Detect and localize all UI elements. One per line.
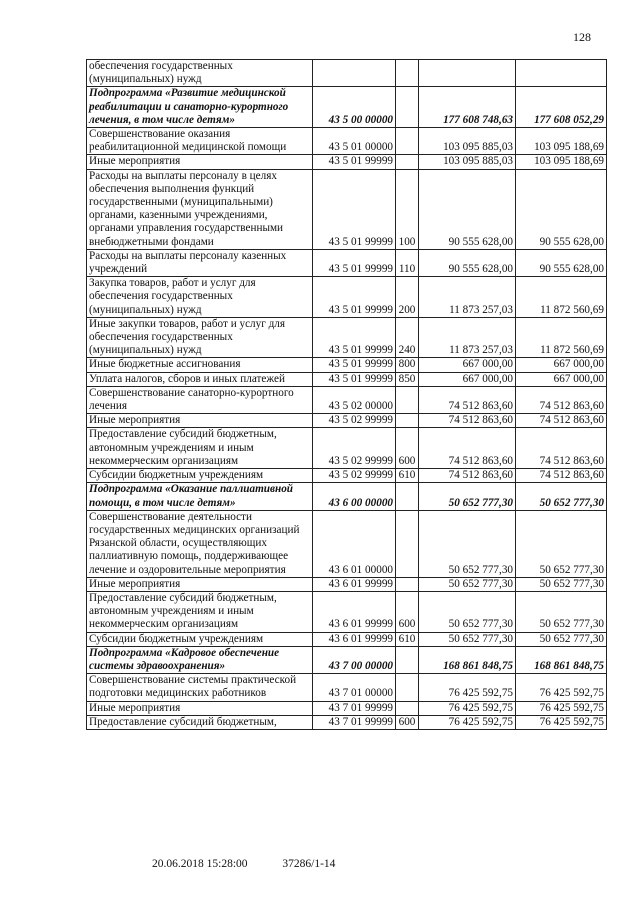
row-target-article-cell: 43 5 02 00000 [313, 386, 396, 413]
row-amount-year1-cell: 11 873 257,03 [419, 317, 516, 358]
row-target-article-cell [313, 60, 396, 87]
row-amount-year2-cell: 74 512 863,60 [516, 428, 607, 469]
row-amount-year1-cell: 50 652 777,30 [419, 483, 516, 510]
row-expense-type-cell [396, 577, 419, 591]
row-target-article-cell: 43 5 01 99999 [313, 249, 396, 276]
row-amount-year1-cell: 76 425 592,75 [419, 715, 516, 729]
table-row [87, 372, 607, 386]
row-amount-year2-cell: 74 512 863,60 [516, 386, 607, 413]
row-target-article-cell: 43 6 00 00000 [313, 483, 396, 510]
row-name-cell: Расходы на выплаты персоналу в целях обеспечения выполнения функций государственными (муниципальными) органами, казенными учреждениями, органами управления государственными внебюджетными фондами [87, 169, 313, 249]
row-amount-year1-cell: 103 095 885,03 [419, 128, 516, 155]
row-expense-type-cell [396, 701, 419, 715]
row-expense-type-cell: 600 [396, 428, 419, 469]
budget-table [86, 59, 607, 730]
row-amount-year2-cell: 667 000,00 [516, 358, 607, 372]
row-amount-year2-cell: 76 425 592,75 [516, 701, 607, 715]
table-row [87, 386, 607, 413]
row-name-cell: Предоставление субсидий бюджетным, автономным учреждениям и иным некоммерческим организациям [87, 591, 313, 632]
page-number: 128 [573, 30, 591, 44]
row-expense-type-cell: 610 [396, 469, 419, 483]
row-name-cell: обеспечения государственных (муниципальных) нужд [87, 60, 313, 87]
footer-timestamp: 20.06.2018 15:28:00 [152, 858, 248, 870]
row-amount-year2-cell: 50 652 777,30 [516, 591, 607, 632]
table-row [87, 277, 607, 318]
subprogram-row [87, 483, 607, 510]
table-row [87, 317, 607, 358]
row-target-article-cell: 43 7 01 99999 [313, 701, 396, 715]
budget-table-body [87, 60, 607, 730]
row-amount-year2-cell: 74 512 863,60 [516, 469, 607, 483]
row-name-cell: Совершенствование системы практической подготовки медицинских работников [87, 674, 313, 701]
table-row [87, 577, 607, 591]
row-expense-type-cell: 110 [396, 249, 419, 276]
row-name-cell: Закупка товаров, работ и услуг для обеспечения государственных (муниципальных) нужд [87, 277, 313, 318]
row-target-article-cell: 43 5 01 99999 [313, 317, 396, 358]
row-target-article-cell: 43 5 00 00000 [313, 87, 396, 128]
table-row [87, 169, 607, 249]
subprogram-row [87, 87, 607, 128]
row-expense-type-cell [396, 483, 419, 510]
row-expense-type-cell: 200 [396, 277, 419, 318]
row-name-cell: Предоставление субсидий бюджетным, [87, 715, 313, 729]
row-amount-year1-cell: 667 000,00 [419, 358, 516, 372]
row-expense-type-cell [396, 414, 419, 428]
row-target-article-cell: 43 7 01 00000 [313, 674, 396, 701]
table-row [87, 155, 607, 169]
row-amount-year1-cell: 90 555 628,00 [419, 249, 516, 276]
row-amount-year1-cell: 50 652 777,30 [419, 510, 516, 577]
row-amount-year2-cell: 76 425 592,75 [516, 715, 607, 729]
row-expense-type-cell: 610 [396, 632, 419, 646]
row-name-cell: Иные бюджетные ассигнования [87, 358, 313, 372]
row-target-article-cell: 43 5 01 99999 [313, 155, 396, 169]
row-expense-type-cell [396, 386, 419, 413]
row-expense-type-cell: 240 [396, 317, 419, 358]
row-target-article-cell: 43 5 02 99999 [313, 469, 396, 483]
row-amount-year2-cell: 90 555 628,00 [516, 249, 607, 276]
row-amount-year2-cell: 168 861 848,75 [516, 646, 607, 673]
row-expense-type-cell [396, 87, 419, 128]
row-amount-year2-cell: 90 555 628,00 [516, 169, 607, 249]
row-amount-year2-cell: 76 425 592,75 [516, 674, 607, 701]
table-row [87, 414, 607, 428]
footer-doc-number: 37286/1-14 [282, 858, 336, 870]
row-target-article-cell: 43 5 01 99999 [313, 277, 396, 318]
subprogram-row [87, 646, 607, 673]
row-amount-year2-cell: 50 652 777,30 [516, 577, 607, 591]
row-amount-year1-cell: 50 652 777,30 [419, 577, 516, 591]
row-amount-year1-cell: 74 512 863,60 [419, 469, 516, 483]
row-name-cell: Подпрограмма «Оказание паллиативной помощи, в том числе детям» [87, 483, 313, 510]
table-row [87, 715, 607, 729]
row-amount-year1-cell: 103 095 885,03 [419, 155, 516, 169]
row-amount-year2-cell: 74 512 863,60 [516, 414, 607, 428]
table-row [87, 428, 607, 469]
row-target-article-cell: 43 7 00 00000 [313, 646, 396, 673]
row-target-article-cell: 43 6 01 00000 [313, 510, 396, 577]
row-amount-year2-cell: 50 652 777,30 [516, 510, 607, 577]
row-amount-year1-cell: 76 425 592,75 [419, 701, 516, 715]
row-target-article-cell: 43 5 02 99999 [313, 414, 396, 428]
row-amount-year2-cell: 50 652 777,30 [516, 483, 607, 510]
table-row [87, 632, 607, 646]
row-amount-year2-cell: 11 872 560,69 [516, 277, 607, 318]
row-target-article-cell: 43 5 01 99999 [313, 169, 396, 249]
row-expense-type-cell: 800 [396, 358, 419, 372]
row-amount-year1-cell: 74 512 863,60 [419, 428, 516, 469]
row-target-article-cell: 43 5 01 99999 [313, 358, 396, 372]
row-target-article-cell: 43 5 01 99999 [313, 372, 396, 386]
row-name-cell: Подпрограмма «Развитие медицинской реабилитации и санаторно-курортного лечения, в том числе детям» [87, 87, 313, 128]
row-name-cell: Подпрограмма «Кадровое обеспечение системы здравоохранения» [87, 646, 313, 673]
row-expense-type-cell: 600 [396, 591, 419, 632]
row-amount-year1-cell: 11 873 257,03 [419, 277, 516, 318]
table-row [87, 128, 607, 155]
row-amount-year1-cell: 667 000,00 [419, 372, 516, 386]
table-row [87, 701, 607, 715]
row-target-article-cell: 43 6 01 99999 [313, 577, 396, 591]
row-name-cell: Совершенствование деятельности государственных медицинских организаций Рязанской области, осуществляющих паллиативную помощь, поддерживающее лечение и оздоровительные мероприятия [87, 510, 313, 577]
row-name-cell: Иные мероприятия [87, 577, 313, 591]
row-amount-year2-cell: 667 000,00 [516, 372, 607, 386]
table-row [87, 60, 607, 87]
row-amount-year1-cell: 50 652 777,30 [419, 591, 516, 632]
row-name-cell: Уплата налогов, сборов и иных платежей [87, 372, 313, 386]
row-expense-type-cell: 850 [396, 372, 419, 386]
row-expense-type-cell [396, 155, 419, 169]
table-row [87, 510, 607, 577]
row-name-cell: Иные мероприятия [87, 155, 313, 169]
row-name-cell: Предоставление субсидий бюджетным, автономным учреждениям и иным некоммерческим организациям [87, 428, 313, 469]
row-name-cell: Иные мероприятия [87, 701, 313, 715]
row-amount-year2-cell: 11 872 560,69 [516, 317, 607, 358]
row-amount-year2-cell: 103 095 188,69 [516, 128, 607, 155]
row-amount-year2-cell: 103 095 188,69 [516, 155, 607, 169]
row-name-cell: Иные закупки товаров, работ и услуг для обеспечения государственных (муниципальных) нужд [87, 317, 313, 358]
table-row [87, 249, 607, 276]
row-expense-type-cell [396, 60, 419, 87]
row-amount-year1-cell: 76 425 592,75 [419, 674, 516, 701]
table-row [87, 469, 607, 483]
row-name-cell: Субсидии бюджетным учреждениям [87, 469, 313, 483]
row-amount-year2-cell [516, 60, 607, 87]
row-target-article-cell: 43 6 01 99999 [313, 591, 396, 632]
row-name-cell: Субсидии бюджетным учреждениям [87, 632, 313, 646]
row-name-cell: Совершенствование санаторно-курортного лечения [87, 386, 313, 413]
row-amount-year2-cell: 50 652 777,30 [516, 632, 607, 646]
table-row [87, 591, 607, 632]
row-amount-year1-cell: 74 512 863,60 [419, 414, 516, 428]
row-target-article-cell: 43 7 01 99999 [313, 715, 396, 729]
row-expense-type-cell [396, 646, 419, 673]
row-expense-type-cell: 100 [396, 169, 419, 249]
table-row [87, 358, 607, 372]
row-amount-year1-cell [419, 60, 516, 87]
row-name-cell: Иные мероприятия [87, 414, 313, 428]
row-expense-type-cell [396, 674, 419, 701]
table-row [87, 674, 607, 701]
row-target-article-cell: 43 6 01 99999 [313, 632, 396, 646]
row-target-article-cell: 43 5 02 99999 [313, 428, 396, 469]
row-expense-type-cell [396, 510, 419, 577]
row-name-cell: Расходы на выплаты персоналу казенных учреждений [87, 249, 313, 276]
row-amount-year1-cell: 90 555 628,00 [419, 169, 516, 249]
row-target-article-cell: 43 5 01 00000 [313, 128, 396, 155]
row-name-cell: Совершенствование оказания реабилитационной медицинской помощи [87, 128, 313, 155]
row-amount-year1-cell: 177 608 748,63 [419, 87, 516, 128]
row-amount-year1-cell: 74 512 863,60 [419, 386, 516, 413]
row-amount-year2-cell: 177 608 052,29 [516, 87, 607, 128]
row-amount-year1-cell: 50 652 777,30 [419, 632, 516, 646]
row-expense-type-cell [396, 128, 419, 155]
page-footer [152, 858, 335, 870]
row-expense-type-cell: 600 [396, 715, 419, 729]
row-amount-year1-cell: 168 861 848,75 [419, 646, 516, 673]
